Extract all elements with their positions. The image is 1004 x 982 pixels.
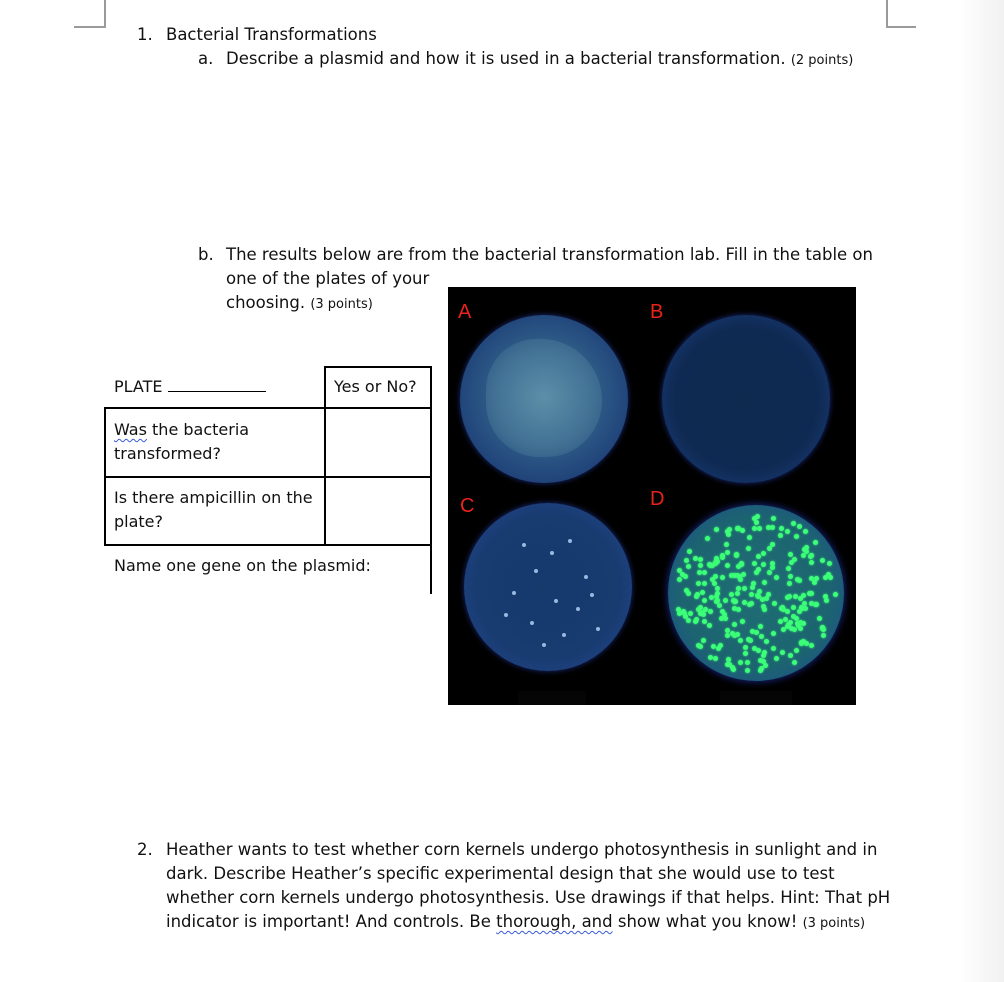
gfp-colony (756, 554, 761, 559)
row1-answer-cell[interactable] (326, 409, 430, 476)
gfp-colony (707, 562, 712, 567)
gfp-colony (766, 592, 771, 597)
gfp-colony (758, 624, 763, 629)
gfp-colony (827, 561, 832, 566)
q2-line4-end: show what you know! (617, 912, 798, 931)
gfp-colony (705, 536, 710, 541)
gfp-colony (791, 521, 796, 526)
q1-title: Bacterial Transformations (166, 25, 377, 44)
colony-speck (584, 575, 588, 579)
page-edge-shadow (958, 0, 1004, 982)
colony-speck (522, 543, 526, 547)
gfp-colony (760, 597, 765, 602)
gfp-colony (732, 622, 737, 627)
row1-question-line2: transformed? (114, 444, 221, 463)
gfp-colony (698, 563, 703, 568)
gfp-colony (676, 607, 681, 612)
gfp-colony (791, 605, 796, 610)
gfp-colony (770, 561, 775, 566)
q1b-line1: The results below are from the bacterial transformation lab. Fill in the table on (226, 245, 873, 264)
gfp-colony (713, 574, 718, 579)
colony-speck (512, 591, 516, 595)
gfp-colony (788, 653, 793, 658)
gfp-colony (732, 599, 737, 604)
q1a-prompt (226, 47, 853, 73)
bacterial-lawn (486, 339, 602, 457)
gfp-colony (751, 581, 756, 586)
gfp-colony (774, 575, 779, 580)
gfp-colony (739, 561, 744, 566)
gfp-colony (749, 592, 754, 597)
gfp-colony (774, 656, 779, 661)
gfp-colony (738, 638, 743, 643)
gfp-colony (695, 592, 700, 597)
gfp-colony (725, 550, 730, 555)
gfp-colony (778, 533, 783, 538)
gfp-colony (740, 619, 745, 624)
gfp-colony (736, 586, 741, 591)
gfp-colony (741, 572, 746, 577)
photo-artifact (518, 691, 586, 705)
gfp-colony (807, 591, 812, 596)
gfp-colony (814, 576, 819, 581)
gfp-colony (734, 552, 739, 557)
gfp-colony (754, 630, 759, 635)
q2-points: (3 points) (802, 916, 866, 931)
gfp-colony (770, 525, 775, 530)
row2-question-line2: plate? (114, 512, 164, 531)
q2-line2: dark. Describe Heather’s specific experimental design that she would use to test (166, 864, 835, 883)
gfp-colony (813, 540, 818, 545)
gfp-colony (809, 560, 814, 565)
gfp-colony (700, 590, 705, 595)
spellcheck-phrase: thorough, and (496, 912, 613, 931)
gfp-colony (828, 575, 833, 580)
colony-speck (534, 569, 538, 573)
q1b-line2: one of the plates of your (226, 269, 430, 288)
q1a-text: Describe a plasmid and how it is used in a bacterial transformation. (226, 49, 786, 68)
row1-question (114, 418, 249, 442)
gfp-colony (785, 624, 790, 629)
spellcheck-word: Was (114, 420, 147, 439)
gfp-colony (701, 638, 706, 643)
gfp-colony (772, 601, 777, 606)
gfp-colony (707, 623, 712, 628)
gfp-colony (833, 592, 838, 597)
gfp-colony (714, 556, 719, 561)
page-corner-mark-left (74, 0, 106, 28)
gfp-colony (785, 609, 790, 614)
colony-speck (596, 627, 600, 631)
gfp-colony (747, 602, 752, 607)
gfp-colony (812, 580, 817, 585)
gfp-colony (794, 534, 799, 539)
row1-question-rest: the bacteria (152, 420, 250, 439)
gfp-colony (693, 619, 698, 624)
gfp-colony (731, 667, 736, 672)
gfp-colony (720, 575, 725, 580)
gfp-colony (711, 644, 716, 649)
gfp-colony (794, 648, 799, 653)
gfp-colony (716, 646, 721, 651)
plate-label-b: B (650, 301, 664, 323)
gfp-colony (740, 528, 745, 533)
gfp-colony (761, 562, 766, 567)
gfp-colony (725, 633, 730, 638)
gfp-colony (738, 660, 743, 665)
table-header-answer: Yes or No? (334, 377, 417, 396)
q1a-letter: a. (198, 49, 214, 68)
gfp-colony (752, 561, 757, 566)
colony-speck (550, 551, 554, 555)
gfp-colony (789, 560, 794, 565)
gfp-colony (720, 553, 725, 558)
table-border (430, 366, 432, 594)
gfp-colony (821, 633, 826, 638)
gfp-colony (793, 594, 798, 599)
gfp-colony (771, 631, 776, 636)
gfp-colony (752, 516, 757, 521)
colony-speck (504, 613, 508, 617)
gfp-colony (684, 558, 689, 563)
gfp-colony (723, 616, 728, 621)
gfp-colony (767, 570, 772, 575)
gfp-colony (756, 567, 761, 572)
q2-line4-start: indicator is important! And controls. Be (166, 912, 491, 931)
gfp-colony (698, 557, 703, 562)
gfp-colony (738, 577, 743, 582)
plate-a-dish (460, 315, 628, 483)
gfp-colony (752, 526, 757, 531)
gfp-colony (686, 564, 691, 569)
gfp-colony (778, 619, 783, 624)
q2-line3: whether corn kernels undergo photosynthesis. Use drawings if that helps. Hint: That pH (166, 888, 891, 907)
colony-speck (590, 593, 594, 597)
gfp-colony (702, 570, 707, 575)
gfp-colony (745, 660, 750, 665)
colony-speck (530, 621, 534, 625)
colony-speck (554, 599, 558, 603)
gfp-colony (736, 607, 741, 612)
gfp-colony (724, 542, 729, 547)
colony-speck (576, 607, 580, 611)
gfp-colony (735, 632, 740, 637)
gfp-colony (743, 651, 748, 656)
gfp-colony (820, 558, 825, 563)
photo-artifact (720, 691, 792, 705)
q1-number: 1. (137, 25, 153, 44)
gfp-colony (735, 591, 740, 596)
colony-speck (562, 633, 566, 637)
gfp-colony (764, 639, 769, 644)
gfp-colony (702, 598, 707, 603)
gfp-colony (762, 650, 767, 655)
gfp-colony (817, 616, 822, 621)
plate-blank-line[interactable] (168, 376, 266, 392)
gfp-colony (698, 605, 703, 610)
gfp-colony (742, 586, 747, 591)
row3-question: Name one gene on the plasmid: (114, 556, 371, 575)
row2-question-line1: Is there ampicillin on the (114, 488, 313, 507)
q1a-points: (2 points) (790, 53, 854, 68)
gfp-colony (787, 594, 792, 599)
gfp-colony (697, 570, 702, 575)
gfp-colony (809, 553, 814, 558)
gfp-colony (686, 618, 691, 623)
gfp-colony (715, 586, 720, 591)
gfp-colony (767, 546, 772, 551)
gfp-colony (702, 619, 707, 624)
table-border (104, 407, 106, 546)
gfp-colony (743, 645, 748, 650)
row2-answer-cell[interactable] (326, 478, 430, 544)
gfp-colony (696, 581, 701, 586)
gfp-colony (786, 566, 791, 571)
colony-speck (542, 643, 546, 647)
gfp-colony (713, 656, 718, 661)
page-corner-mark-right (886, 0, 916, 28)
gfp-colony (698, 644, 703, 649)
q1b-points: (3 points) (310, 297, 373, 312)
gfp-colony (688, 611, 693, 616)
gfp-colony (757, 589, 762, 594)
gfp-colony (797, 524, 802, 529)
table-border (324, 366, 432, 368)
gfp-colony (813, 602, 818, 607)
gfp-colony (761, 551, 766, 556)
petri-dish-photo (448, 287, 856, 705)
gfp-colony (717, 603, 722, 608)
plate-label-a: A (458, 301, 472, 323)
colony-speck (568, 539, 572, 543)
gfp-colony (752, 646, 757, 651)
plate-b-dish (662, 315, 830, 483)
gfp-colony (702, 581, 707, 586)
gfp-colony (746, 546, 751, 551)
gfp-colony (687, 549, 692, 554)
gfp-colony (780, 650, 785, 655)
table-border (104, 544, 432, 546)
gfp-colony (803, 529, 808, 534)
gfp-colony (677, 577, 682, 582)
gfp-colony (779, 526, 784, 531)
plate-label: PLATE (114, 377, 163, 396)
gfp-colony (809, 643, 814, 648)
gfp-colony (792, 660, 797, 665)
gfp-colony (824, 598, 829, 603)
gfp-colony (762, 580, 767, 585)
gfp-colony (798, 596, 803, 601)
gfp-colony (725, 662, 730, 667)
plate-label-c: C (460, 495, 475, 517)
gfp-colony (729, 592, 734, 597)
gfp-colony (714, 527, 719, 532)
gfp-colony (747, 535, 752, 540)
gfp-colony (757, 526, 762, 531)
plate-c-dish (464, 503, 632, 671)
q2-number: 2. (137, 840, 153, 859)
gfp-colony (723, 598, 728, 603)
q1b-letter: b. (198, 245, 214, 264)
plate-label-d: D (650, 488, 665, 510)
gfp-colony (758, 668, 763, 673)
q2-line4 (166, 910, 865, 936)
gfp-colony (708, 609, 713, 614)
q1b-line3-text: choosing. (226, 293, 306, 312)
plate-d-dish (668, 505, 844, 681)
gfp-colony (801, 553, 806, 558)
gfp-colony (693, 556, 698, 561)
gfp-colony (745, 668, 750, 673)
gfp-colony (725, 563, 730, 568)
q1b-line3 (226, 291, 373, 317)
q2-line1: Heather wants to test whether corn kernels undergo photosynthesis in sunlight and in (166, 840, 878, 859)
gfp-colony (802, 547, 807, 552)
gfp-colony (771, 516, 776, 521)
plate-label-cell (114, 375, 266, 399)
gfp-colony (785, 529, 790, 534)
gfp-colony (759, 634, 764, 639)
gfp-colony (771, 646, 776, 651)
gfp-colony (788, 574, 793, 579)
gfp-colony (683, 614, 688, 619)
gfp-colony (787, 581, 792, 586)
